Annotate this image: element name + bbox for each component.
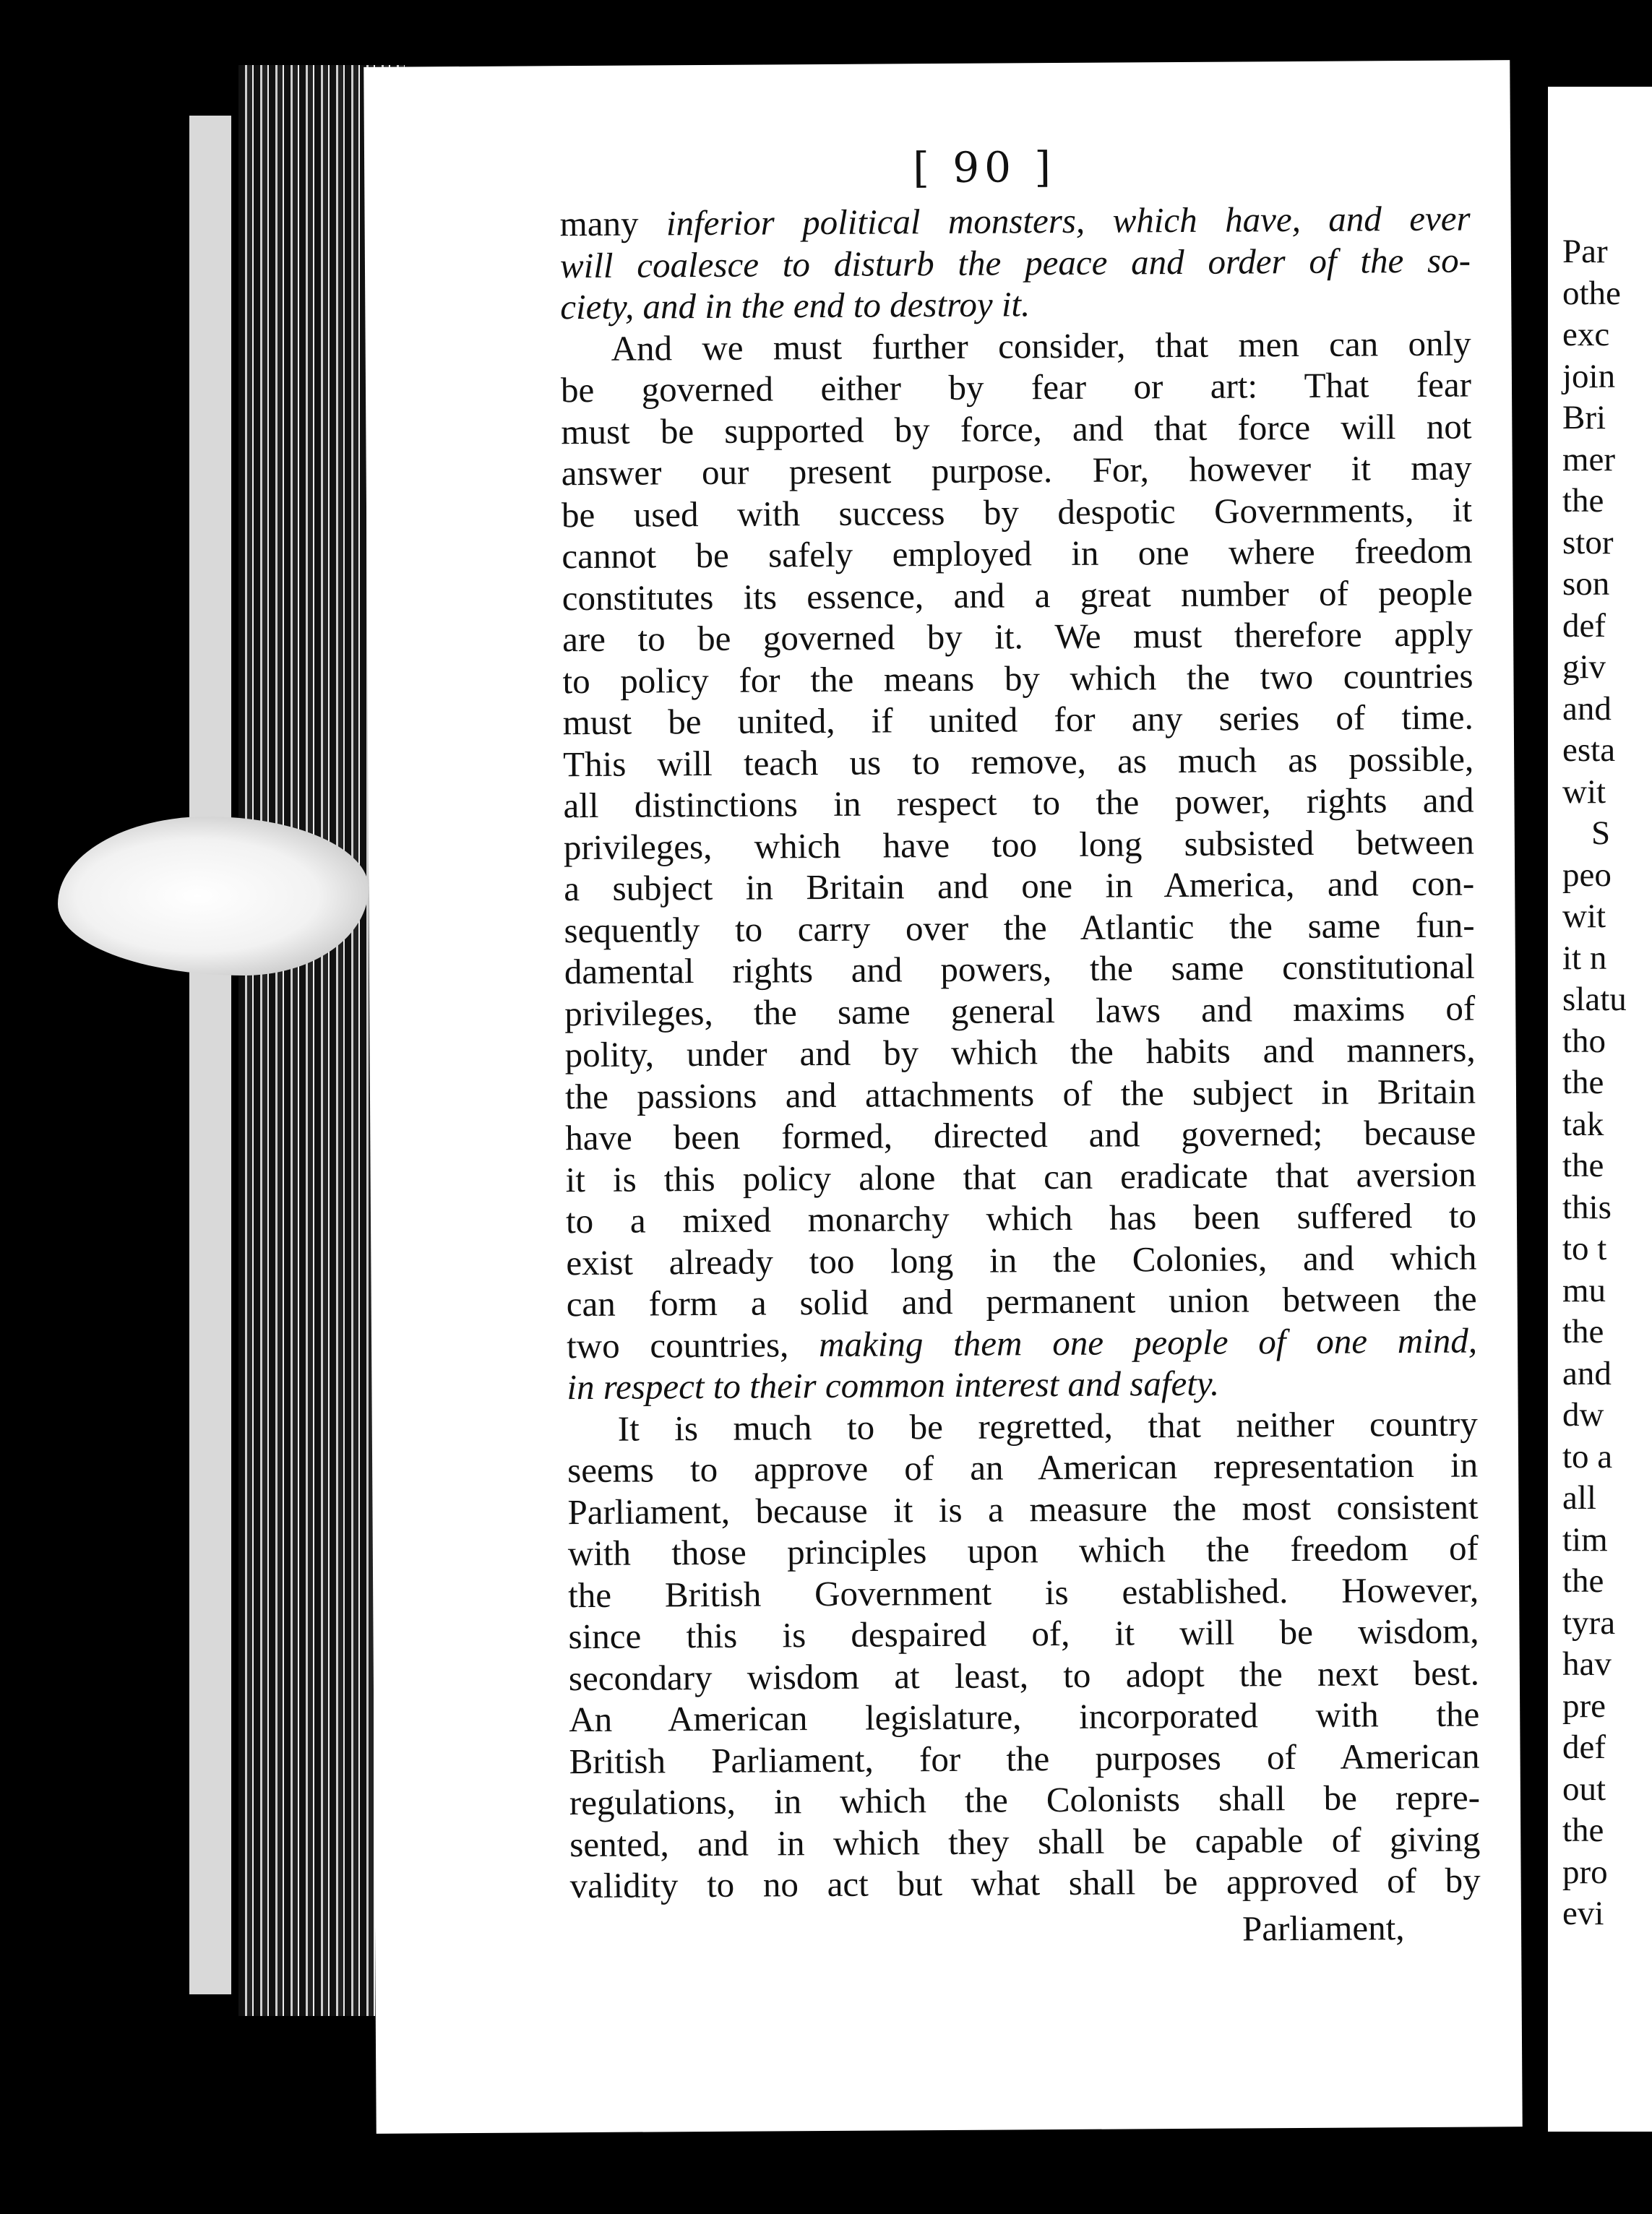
facing-line-fragment: slatu: [1562, 981, 1627, 1018]
facing-page-text: [1562, 231, 1627, 1935]
facing-line-fragment: giv: [1562, 648, 1606, 686]
facing-line-fragment: join: [1562, 357, 1616, 395]
facing-line-fragment: son: [1562, 565, 1610, 603]
facing-line-fragment: S: [1591, 814, 1611, 852]
text-line: [564, 821, 1474, 868]
text-run: be governed either by fear or art: That fear: [560, 364, 1472, 410]
text-run: seems to approve of an American representation in: [567, 1444, 1479, 1491]
text-run: have been formed, directed and governed; because: [565, 1112, 1476, 1158]
facing-line-fragment: Par: [1562, 233, 1608, 270]
page-body: [559, 198, 1480, 1907]
italic-text: ciety, and in the end to destroy it.: [560, 284, 1031, 327]
facing-line-fragment: the: [1562, 1064, 1604, 1101]
facing-line-fragment: the: [1562, 482, 1604, 520]
facing-line-fragment: wit: [1562, 897, 1606, 935]
text-line: [562, 572, 1473, 619]
text-line: [559, 198, 1470, 245]
text-line: [564, 1028, 1475, 1075]
facing-line-fragment: pre: [1562, 1687, 1606, 1725]
page-header: [ 90 ]: [913, 142, 1057, 193]
facing-line-fragment: to a: [1562, 1437, 1613, 1476]
facing-line-fragment: hav: [1562, 1645, 1612, 1683]
text-run: two countries,: [566, 1324, 819, 1366]
facing-line-fragment: esta: [1562, 731, 1616, 769]
text-run: with those principles upon which the freedom of: [567, 1528, 1479, 1574]
text-run: cannot be safely employed in one where freedom: [562, 530, 1473, 577]
facing-line-fragment: out: [1562, 1770, 1606, 1808]
text-line: [561, 364, 1471, 411]
text-run: British Parliament, for the purposes of American: [569, 1735, 1480, 1781]
facing-page: [1548, 87, 1652, 2132]
text-run: secondary wisdom at least, to adopt the next best.: [568, 1652, 1480, 1698]
text-run: sented, and in which they shall be capable of giving: [569, 1818, 1481, 1864]
text-run: polity, under and by which the habits and manners,: [564, 1029, 1476, 1075]
text-line: [569, 1735, 1479, 1782]
text-line: [568, 1610, 1479, 1657]
facing-line-fragment: dw: [1562, 1396, 1604, 1434]
text-run: since this is despaired of, it will be wisdom,: [568, 1611, 1479, 1657]
text-line: [567, 1444, 1478, 1491]
facing-line-fragment: tak: [1562, 1105, 1604, 1143]
facing-line-fragment: the: [1562, 1562, 1604, 1600]
text-line: [567, 1486, 1478, 1533]
text-run: be used with success by despotic Governments, it: [561, 489, 1473, 535]
text-line: [566, 1153, 1476, 1200]
facing-line-fragment: evi: [1562, 1895, 1604, 1932]
facing-line-fragment: def: [1562, 1728, 1606, 1766]
facing-line-fragment: exc: [1562, 316, 1610, 353]
text-run: it is this policy alone that can eradicate that aversion: [565, 1153, 1476, 1199]
italic-text: will coalesce to disturb the peace and order of the so-: [559, 240, 1471, 285]
text-line: [566, 1194, 1476, 1241]
facing-line-fragment: mu: [1562, 1271, 1606, 1309]
facing-line-fragment: all: [1562, 1479, 1596, 1517]
facing-line-fragment: othe: [1562, 274, 1621, 312]
text-line: [563, 738, 1474, 785]
text-line: [565, 1070, 1476, 1117]
text-line: [569, 1693, 1479, 1740]
text-run: exist already too long in the Colonies, and which: [566, 1236, 1477, 1283]
facing-line-fragment: the: [1562, 1313, 1604, 1351]
text-run: This will teach us to remove, as much as possible,: [563, 738, 1474, 784]
facing-line-fragment: tyra: [1562, 1603, 1616, 1642]
text-line: [568, 1527, 1479, 1574]
paper-lint-mark: [58, 817, 369, 975]
facing-line-fragment: Bri: [1562, 399, 1606, 436]
text-run: the British Government is established. However,: [568, 1569, 1479, 1615]
facing-line-fragment: tim: [1562, 1520, 1608, 1559]
text-run: must be supported by force, and that force will not: [561, 406, 1472, 452]
text-run: It is much to be regretted, that neither country: [617, 1403, 1478, 1449]
text-line: [567, 1319, 1477, 1366]
text-line: [567, 1278, 1477, 1324]
text-run: constitutes its essence, and a great number of people: [562, 572, 1473, 618]
book-page: [363, 60, 1522, 2134]
text-run: must be united, if united for any series of time.: [562, 697, 1474, 743]
text-line: [564, 904, 1474, 951]
italic-text: in respect to their common interest and safety.: [567, 1363, 1220, 1408]
text-run: regulations, in which the Colonists shall be repre-: [569, 1777, 1481, 1823]
text-line: [569, 1776, 1480, 1823]
text-line: [562, 447, 1472, 494]
italic-text: inferior political monsters, which have, and ever: [666, 198, 1471, 244]
text-run: to policy for the means by which the two countries: [562, 655, 1474, 701]
italic-text: making them one people of one mind,: [818, 1319, 1478, 1364]
text-line: [563, 697, 1474, 744]
text-run: to a mixed monarchy which has been suffered to: [565, 1195, 1477, 1241]
text-line: [569, 1818, 1480, 1865]
facing-line-fragment: and: [1562, 1354, 1612, 1392]
text-run: sequently to carry over the Atlantic the same fun-: [564, 905, 1475, 950]
text-line: [566, 1236, 1476, 1283]
text-line: [569, 1652, 1479, 1699]
text-line: [564, 863, 1474, 910]
text-run: can form a solid and permanent union between the: [566, 1278, 1477, 1324]
facing-line-fragment: this: [1562, 1188, 1612, 1226]
text-run: are to be governed by it. We must therefore apply: [562, 613, 1474, 660]
text-line: [567, 1403, 1478, 1450]
text-run: damental rights and powers, the same constitutional: [564, 946, 1476, 992]
text-line: [568, 1569, 1479, 1616]
text-run: many: [559, 203, 667, 244]
text-run: the passions and attachments of the subject in Britain: [564, 1070, 1476, 1116]
facing-line-fragment: pro: [1562, 1853, 1608, 1891]
text-run: Parliament, because it is a measure the most consistent: [567, 1486, 1479, 1532]
text-line: [562, 530, 1472, 577]
text-run: a subject in Britain and one in America, and con-: [564, 863, 1475, 909]
text-line: [562, 655, 1473, 702]
text-run: validity to no act but what shall be approved of by: [569, 1860, 1481, 1906]
text-run: answer our present purpose. For, however it may: [561, 447, 1472, 494]
text-line: [564, 946, 1475, 993]
facing-line-fragment: wit: [1562, 772, 1606, 811]
text-line: [565, 1111, 1476, 1158]
text-line: [564, 987, 1475, 1034]
text-run: privileges, which have too long subsisted between: [563, 822, 1475, 867]
facing-line-fragment: stor: [1562, 523, 1614, 561]
text-line: [567, 1361, 1477, 1408]
facing-line-fragment: it n: [1562, 939, 1607, 977]
text-line: [562, 488, 1472, 535]
text-run: all distinctions in respect to the power, rights and: [563, 780, 1474, 826]
text-line: [560, 239, 1471, 286]
text-run: privileges, the same general laws and maxims of: [564, 988, 1476, 1033]
facing-line-fragment: the: [1562, 1812, 1604, 1849]
binding-strip: [189, 116, 231, 1994]
facing-line-fragment: tho: [1562, 1022, 1606, 1060]
text-line: [562, 613, 1473, 660]
facing-line-fragment: the: [1562, 1147, 1604, 1184]
text-line: [563, 780, 1474, 827]
text-line: [560, 322, 1471, 369]
text-run: And we must further consider, that men can only: [611, 323, 1471, 369]
facing-line-fragment: mer: [1562, 440, 1616, 478]
text-line: [560, 281, 1471, 328]
catchword: Parliament,: [1242, 1908, 1405, 1949]
facing-line-fragment: and: [1562, 689, 1612, 728]
text-run: An American legislature, incorporated with the: [569, 1694, 1480, 1740]
facing-line-fragment: to t: [1562, 1230, 1607, 1267]
facing-line-fragment: def: [1562, 606, 1606, 645]
facing-line-fragment: peo: [1562, 856, 1612, 894]
text-line: [561, 405, 1471, 452]
text-line: [569, 1859, 1480, 1906]
